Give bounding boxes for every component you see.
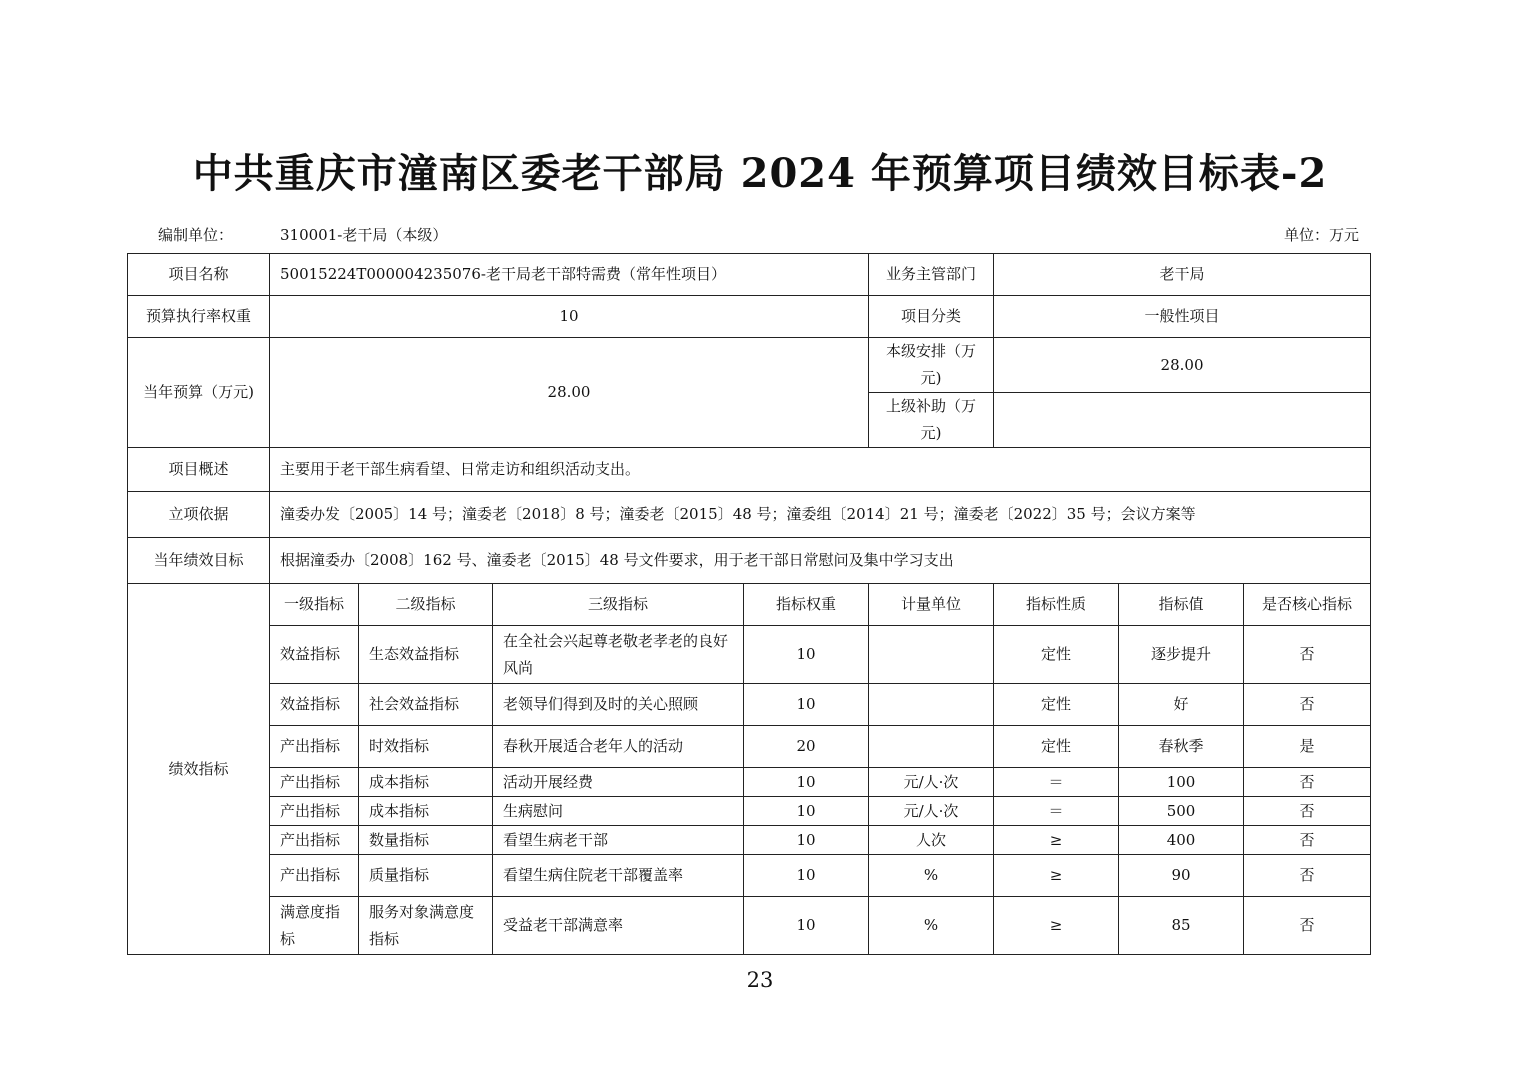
indicator-header-cell: 指标权重 bbox=[744, 584, 869, 626]
value-dept: 老干局 bbox=[994, 254, 1371, 296]
indicator-cell: 90 bbox=[1119, 855, 1244, 897]
performance-table bbox=[127, 253, 1371, 955]
indicator-cell: ≥ bbox=[994, 826, 1119, 855]
value-overview: 主要用于老干部生病看望、日常走访和组织活动支出。 bbox=[270, 448, 1371, 492]
indicator-cell: 500 bbox=[1119, 797, 1244, 826]
indicator-row bbox=[128, 797, 1371, 826]
indicator-cell: 否 bbox=[1244, 826, 1371, 855]
indicator-cell: 时效指标 bbox=[359, 726, 493, 768]
indicator-cell: 质量指标 bbox=[359, 855, 493, 897]
indicator-cell: 成本指标 bbox=[359, 797, 493, 826]
label-category: 项目分类 bbox=[869, 296, 994, 338]
indicator-cell: 10 bbox=[744, 855, 869, 897]
page-number: 23 bbox=[746, 968, 774, 992]
indicator-cell: 服务对象满意度指标 bbox=[359, 897, 493, 955]
indicator-cell: 春秋开展适合老年人的活动 bbox=[493, 726, 744, 768]
value-goal: 根据潼委办〔2008〕162 号、潼委老〔2015〕48 号文件要求，用于老干部日常慰问及集中学习支出 bbox=[270, 538, 1371, 584]
row-weight bbox=[128, 296, 1371, 338]
indicator-row bbox=[128, 855, 1371, 897]
indicator-header-cell: 指标性质 bbox=[994, 584, 1119, 626]
label-budget: 当年预算（万元) bbox=[128, 338, 270, 448]
indicator-cell: ≥ bbox=[994, 855, 1119, 897]
indicator-row bbox=[128, 897, 1371, 955]
indicator-cell: 产出指标 bbox=[270, 797, 359, 826]
indicator-cell: 生病慰问 bbox=[493, 797, 744, 826]
row-budget bbox=[128, 338, 1371, 393]
indicator-cell: 定性 bbox=[994, 726, 1119, 768]
indicator-cell bbox=[869, 626, 994, 684]
indicator-row bbox=[128, 768, 1371, 797]
indicator-cell: ＝ bbox=[994, 797, 1119, 826]
indicator-row bbox=[128, 626, 1371, 684]
indicator-cell: 否 bbox=[1244, 684, 1371, 726]
indicator-cell bbox=[869, 726, 994, 768]
row-overview bbox=[128, 448, 1371, 492]
indicator-row bbox=[128, 826, 1371, 855]
indicator-cell: 数量指标 bbox=[359, 826, 493, 855]
indicator-cell: 400 bbox=[1119, 826, 1244, 855]
value-category: 一般性项目 bbox=[994, 296, 1371, 338]
value-project-name: 50015224T000004235076-老干局老干部特需费（常年性项目） bbox=[270, 254, 869, 296]
label-local: 本级安排（万元) bbox=[869, 338, 994, 393]
indicator-cell: 否 bbox=[1244, 897, 1371, 955]
unit-value: 310001-老干局（本级） bbox=[280, 226, 448, 244]
indicator-cell: 效益指标 bbox=[270, 626, 359, 684]
indicator-cell: 看望生病老干部 bbox=[493, 826, 744, 855]
indicator-cell: 老领导们得到及时的关心照顾 bbox=[493, 684, 744, 726]
currency-unit: 单位：万元 bbox=[1283, 226, 1359, 244]
indicator-cell: 10 bbox=[744, 626, 869, 684]
indicator-header-cell: 计量单位 bbox=[869, 584, 994, 626]
label-weight: 预算执行率权重 bbox=[128, 296, 270, 338]
indicator-cell: 活动开展经费 bbox=[493, 768, 744, 797]
label-dept: 业务主管部门 bbox=[869, 254, 994, 296]
indicator-cell: 好 bbox=[1119, 684, 1244, 726]
indicator-cell: 85 bbox=[1119, 897, 1244, 955]
unit-label: 编制单位： bbox=[158, 226, 234, 244]
indicator-cell: 满意度指标 bbox=[270, 897, 359, 955]
indicator-header-row bbox=[128, 584, 1371, 626]
indicator-cell: 10 bbox=[744, 684, 869, 726]
indicator-cell: 10 bbox=[744, 768, 869, 797]
indicator-header-cell: 一级指标 bbox=[270, 584, 359, 626]
value-basis: 潼委办发〔2005〕14 号；潼委老〔2018〕8 号；潼委老〔2015〕48 号；潼委组〔2014〕21 号；潼委老〔2022〕35 号；会议方案等 bbox=[270, 492, 1371, 538]
value-local: 28.00 bbox=[994, 338, 1371, 393]
indicator-cell: 元/人·次 bbox=[869, 768, 994, 797]
value-weight: 10 bbox=[270, 296, 869, 338]
indicator-cell: 人次 bbox=[869, 826, 994, 855]
indicator-header-cell: 指标值 bbox=[1119, 584, 1244, 626]
indicator-cell: 产出指标 bbox=[270, 855, 359, 897]
indicator-cell: 产出指标 bbox=[270, 726, 359, 768]
indicator-cell: 否 bbox=[1244, 855, 1371, 897]
label-upper: 上级补助（万元) bbox=[869, 393, 994, 448]
indicator-row bbox=[128, 726, 1371, 768]
indicator-cell: 100 bbox=[1119, 768, 1244, 797]
label-project-name: 项目名称 bbox=[128, 254, 270, 296]
indicator-row bbox=[128, 684, 1371, 726]
label-indicators: 绩效指标 bbox=[128, 584, 270, 955]
indicator-cell: 产出指标 bbox=[270, 768, 359, 797]
row-project-name bbox=[128, 254, 1371, 296]
indicator-cell: 是 bbox=[1244, 726, 1371, 768]
indicator-cell: 10 bbox=[744, 897, 869, 955]
indicator-cell: 20 bbox=[744, 726, 869, 768]
indicator-cell: 定性 bbox=[994, 626, 1119, 684]
indicator-header-cell: 是否核心指标 bbox=[1244, 584, 1371, 626]
indicator-cell: 元/人·次 bbox=[869, 797, 994, 826]
label-basis: 立项依据 bbox=[128, 492, 270, 538]
indicator-cell: 产出指标 bbox=[270, 826, 359, 855]
indicator-cell: 10 bbox=[744, 826, 869, 855]
indicator-cell: % bbox=[869, 855, 994, 897]
indicator-cell: 否 bbox=[1244, 768, 1371, 797]
label-goal: 当年绩效目标 bbox=[128, 538, 270, 584]
indicator-header-cell: 二级指标 bbox=[359, 584, 493, 626]
indicator-cell: 逐步提升 bbox=[1119, 626, 1244, 684]
indicator-cell: 看望生病住院老干部覆盖率 bbox=[493, 855, 744, 897]
indicator-cell: ＝ bbox=[994, 768, 1119, 797]
indicator-cell: 10 bbox=[744, 797, 869, 826]
indicator-cell: 效益指标 bbox=[270, 684, 359, 726]
indicator-cell: 成本指标 bbox=[359, 768, 493, 797]
indicator-cell: 定性 bbox=[994, 684, 1119, 726]
indicator-cell: 春秋季 bbox=[1119, 726, 1244, 768]
indicator-cell: 受益老干部满意率 bbox=[493, 897, 744, 955]
page-title: 中共重庆市潼南区委老干部局 2024 年预算项目绩效目标表-2 bbox=[192, 150, 1328, 197]
row-basis bbox=[128, 492, 1371, 538]
indicator-cell: % bbox=[869, 897, 994, 955]
indicator-header-cell: 三级指标 bbox=[493, 584, 744, 626]
indicator-cell: ≥ bbox=[994, 897, 1119, 955]
indicator-cell: 在全社会兴起尊老敬老孝老的良好风尚 bbox=[493, 626, 744, 684]
indicator-cell: 生态效益指标 bbox=[359, 626, 493, 684]
indicator-cell: 社会效益指标 bbox=[359, 684, 493, 726]
indicator-cell bbox=[869, 684, 994, 726]
indicator-cell: 否 bbox=[1244, 797, 1371, 826]
value-upper bbox=[994, 393, 1371, 448]
row-goal bbox=[128, 538, 1371, 584]
indicator-cell: 否 bbox=[1244, 626, 1371, 684]
label-overview: 项目概述 bbox=[128, 448, 270, 492]
value-budget: 28.00 bbox=[270, 338, 869, 448]
